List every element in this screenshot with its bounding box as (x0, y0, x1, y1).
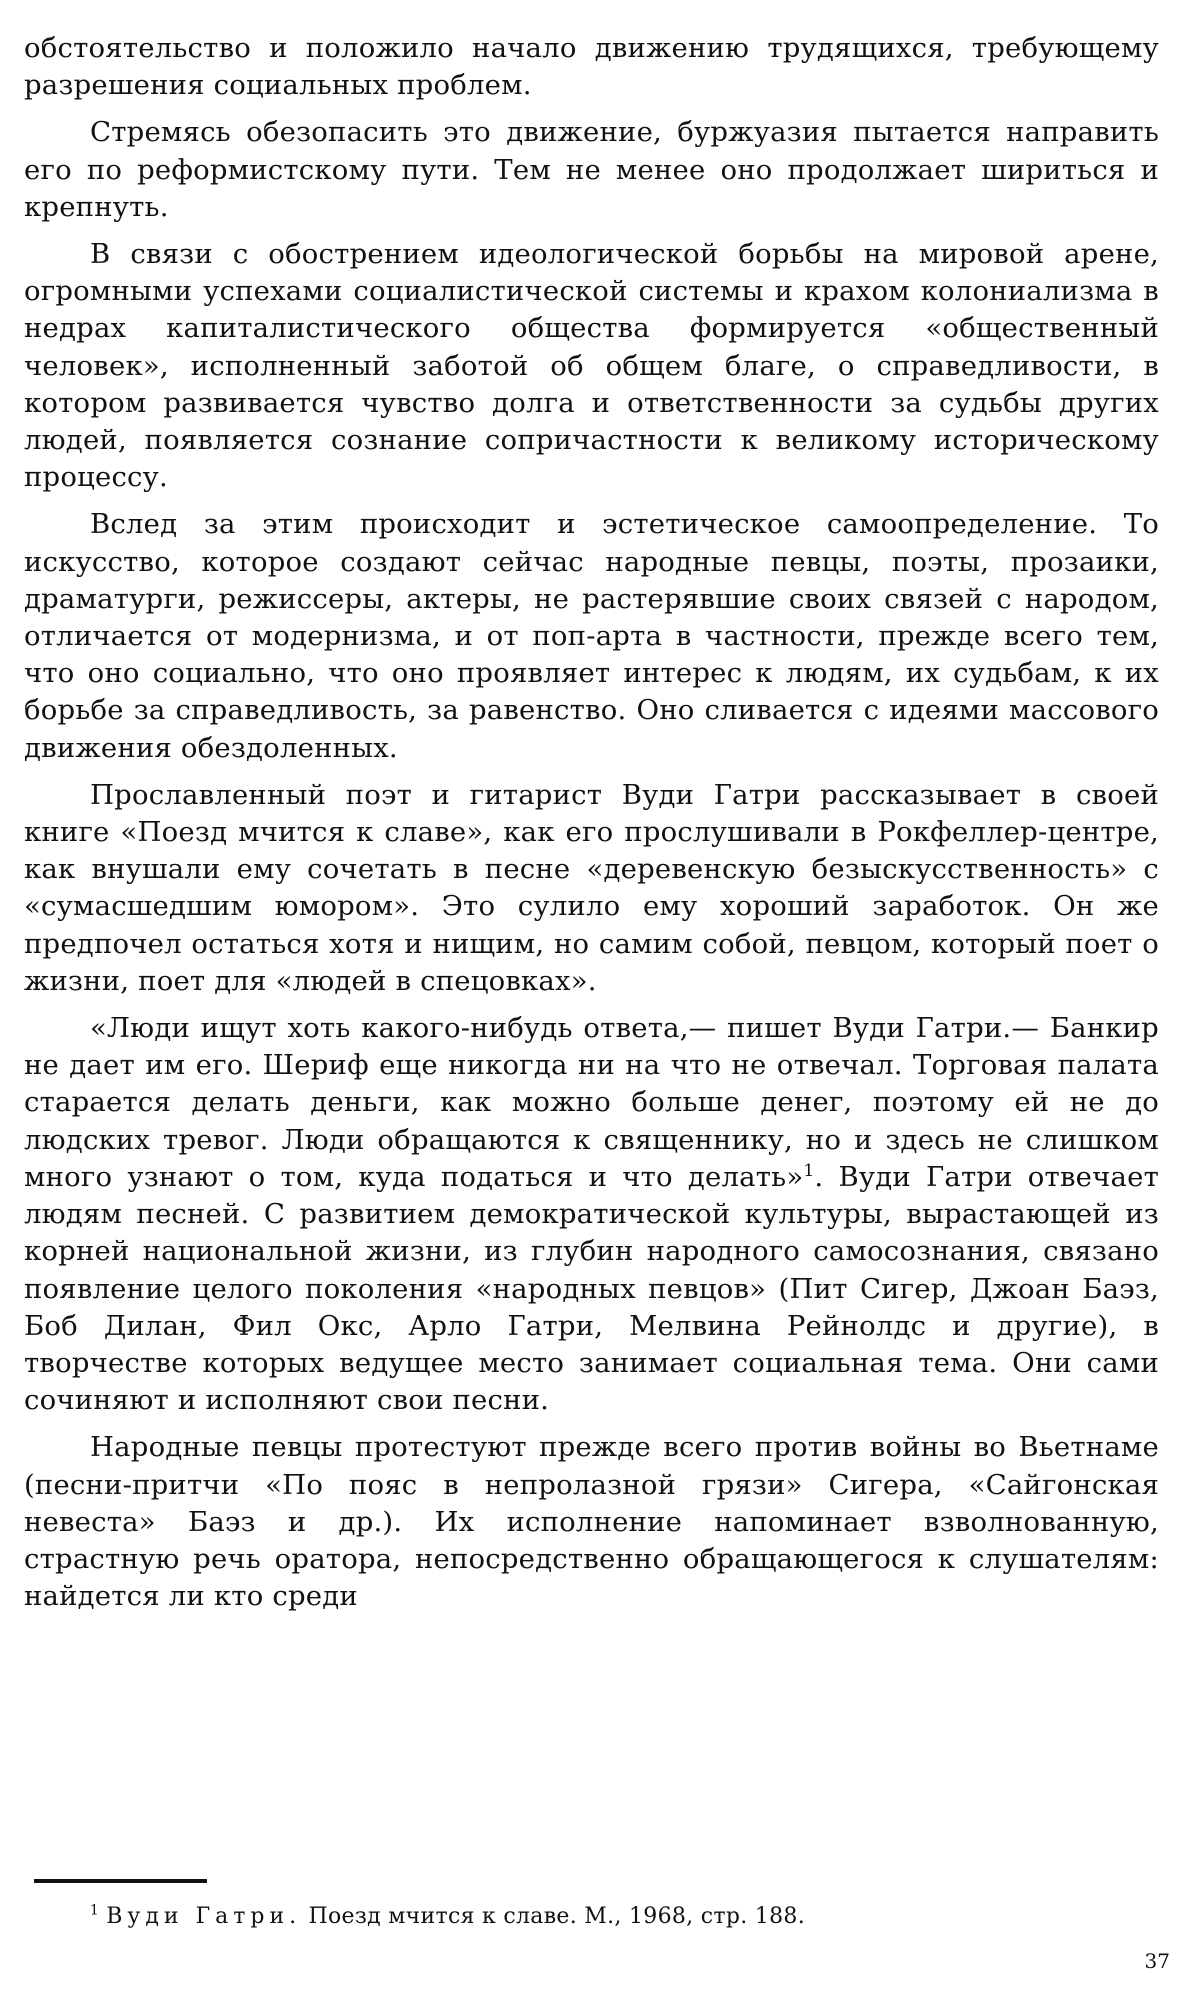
footnote-author: Вуди Гатри. (106, 1904, 302, 1929)
paragraph: Вслед за этим происходит и эстетическое самоопределение. То искусство, которое создают сейчас народные певцы, поэты, прозаики, драматурги, режиссеры, актеры, не растерявшие своих связей с народом, отличается от модернизма, и от поп-арта в частности, прежде всего тем, что оно социально, что оно проявляет интерес к людям, их судьбам, к их борьбе за справедливость, за равенство. Оно сливается с идеями массового движения обездоленных. (24, 508, 1159, 764)
footnote (90, 1902, 1150, 1932)
paragraph: Народные певцы протестуют прежде всего против войны во Вьетнаме (песни-притчи «По пояс в непролазной грязи» Сигера, «Сайгонская невеста» Баэз и др.). Их исполнение напоминает взволнованную, страстную речь оратора, непосредственно обращающегося к слушателям: найдется ли кто среди (24, 1431, 1159, 1613)
page-number: 37 (1144, 1949, 1170, 1973)
paragraph-with-footnote (24, 1010, 1159, 1419)
paragraph: обстоятельство и положило начало движению трудящихся, требующему разрешения социальных проблем. (24, 32, 1159, 102)
paragraph-text: . Вуди Гатри отвечает людям песней. С развитием демократической культуры, вырастающей из корней национальной жизни, из глубин народного самосознания, связано появление целого поколения «народных певцов» (Пит Сигер, Джоан Баэз, Боб Дилан, Фил Окс, Арло Гатри, Мелвина Рейнолдс и другие), в творчестве которых ведущее место занимает социальная тема. Они сами сочиняют и исполняют свои песни. (24, 1160, 1159, 1417)
page-body (24, 30, 1159, 1625)
paragraph: В связи с обострением идеологической борьбы на мировой арене, огромными успехами социалистической системы и крахом колониализма в недрах капиталистического общества формируется «общественный человек», исполненный заботой об общем благе, о справедливости, в котором развивается чувство долга и ответственности за судьбы других людей, появляется сознание сопричастности к великому историческому процессу. (24, 238, 1159, 494)
paragraph-text: «Люди ищут хоть какого-нибудь ответа,— пишет Вуди Гатри.— Банкир не дает им его. Шериф еще никогда ни на что не отвечал. Торговая палата старается делать деньги, как можно больше денег, поэтому ей не до людских тревог. Люди обращаются к священнику, но и здесь не слишком много узнают о том, куда податься и что делать» (24, 1012, 1159, 1193)
footnote-text: Поезд мчится к славе. М., 1968, стр. 188. (308, 1904, 806, 1929)
footnote-mark: 1 (90, 1902, 99, 1919)
paragraph: Стремясь обезопасить это движение, буржуазия пытается направить его по реформистскому пути. Тем не менее оно продолжает шириться и крепнуть. (24, 116, 1159, 223)
footnote-reference: 1 (803, 1160, 815, 1181)
footnote-divider (34, 1879, 207, 1883)
paragraph: Прославленный поэт и гитарист Вуди Гатри рассказывает в своей книге «Поезд мчится к славе», как его прослушивали в Рокфеллер-центре, как внушали ему сочетать в песне «деревенскую безыскусственность» с «сумасшедшим юмором». Это сулило ему хороший заработок. Он же предпочел остаться хотя и нищим, но самим собой, певцом, который поет о жизни, поет для «людей в спецовках». (24, 778, 1159, 997)
